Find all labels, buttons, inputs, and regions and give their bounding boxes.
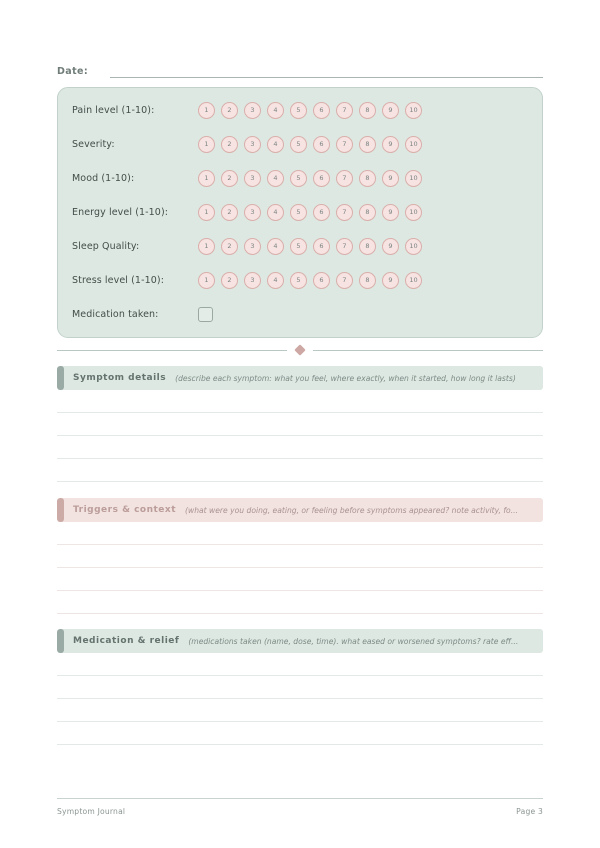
scale-option-8[interactable]: 8 <box>359 272 376 289</box>
scale-option-5[interactable]: 5 <box>290 238 307 255</box>
scale-option-1[interactable]: 1 <box>198 170 215 187</box>
scale-option-1[interactable]: 1 <box>198 238 215 255</box>
writing-section <box>57 498 543 614</box>
rating-label: Mood (1-10): <box>72 172 135 184</box>
writing-line[interactable] <box>57 722 543 745</box>
section-hint: (describe each symptom: what you feel, where exactly, when it started, how long it lasts) <box>175 373 516 383</box>
rating-label: Stress level (1-10): <box>72 274 164 286</box>
section-header <box>57 366 543 390</box>
scale-option-2[interactable]: 2 <box>221 102 238 119</box>
scale-option-1[interactable]: 1 <box>198 102 215 119</box>
writing-line[interactable] <box>57 413 543 436</box>
scale-option-9[interactable]: 9 <box>382 204 399 221</box>
scale-option-9[interactable]: 9 <box>382 272 399 289</box>
diamond-icon <box>294 344 305 355</box>
writing-line[interactable] <box>57 568 543 591</box>
scale-option-4[interactable]: 4 <box>267 102 284 119</box>
scale-option-5[interactable]: 5 <box>290 272 307 289</box>
scale-option-6[interactable]: 6 <box>313 102 330 119</box>
scale-option-3[interactable]: 3 <box>244 238 261 255</box>
scale-option-5[interactable]: 5 <box>290 102 307 119</box>
scale-option-2[interactable]: 2 <box>221 170 238 187</box>
ornamental-divider <box>57 343 543 357</box>
scale-option-7[interactable]: 7 <box>336 204 353 221</box>
writing-line[interactable] <box>57 676 543 699</box>
divider-rule-right <box>313 350 543 351</box>
scale-option-10[interactable]: 10 <box>405 102 422 119</box>
scale-option-7[interactable]: 7 <box>336 136 353 153</box>
section-writing-lines[interactable] <box>57 653 543 745</box>
section-title: Medication & relief <box>73 636 180 646</box>
scale-option-4[interactable]: 4 <box>267 170 284 187</box>
section-title: Symptom details <box>73 373 167 383</box>
date-field-row <box>57 58 543 78</box>
rating-row <box>58 297 542 331</box>
scale-option-1[interactable]: 1 <box>198 204 215 221</box>
scale-option-3[interactable]: 3 <box>244 272 261 289</box>
writing-section <box>57 366 543 482</box>
scale-option-4[interactable]: 4 <box>267 204 284 221</box>
writing-section <box>57 629 543 745</box>
section-accent-bar <box>57 366 64 390</box>
scale-option-2[interactable]: 2 <box>221 272 238 289</box>
rating-scale <box>198 272 422 289</box>
scale-option-4[interactable]: 4 <box>267 272 284 289</box>
ratings-panel <box>57 87 543 338</box>
scale-option-9[interactable]: 9 <box>382 170 399 187</box>
scale-option-3[interactable]: 3 <box>244 170 261 187</box>
footer-document-title: Symptom Journal <box>57 807 126 816</box>
writing-line[interactable] <box>57 522 543 545</box>
writing-line[interactable] <box>57 390 543 413</box>
medication-taken-checkbox[interactable] <box>198 307 213 322</box>
section-accent-bar <box>57 498 64 522</box>
rating-scale <box>198 238 422 255</box>
scale-option-7[interactable]: 7 <box>336 102 353 119</box>
scale-option-6[interactable]: 6 <box>313 136 330 153</box>
rating-row <box>58 93 542 127</box>
writing-line[interactable] <box>57 459 543 482</box>
section-header <box>57 498 543 522</box>
rating-scale <box>198 102 422 119</box>
scale-option-4[interactable]: 4 <box>267 136 284 153</box>
scale-option-10[interactable]: 10 <box>405 238 422 255</box>
section-writing-lines[interactable] <box>57 390 543 482</box>
section-hint: (what were you doing, eating, or feeling before symptoms appeared? note activity, fo... <box>185 505 518 515</box>
scale-option-8[interactable]: 8 <box>359 102 376 119</box>
scale-option-6[interactable]: 6 <box>313 272 330 289</box>
scale-option-10[interactable]: 10 <box>405 170 422 187</box>
rating-scale <box>198 204 422 221</box>
scale-option-8[interactable]: 8 <box>359 238 376 255</box>
writing-line[interactable] <box>57 653 543 676</box>
scale-option-10[interactable]: 10 <box>405 204 422 221</box>
scale-option-1[interactable]: 1 <box>198 136 215 153</box>
scale-option-9[interactable]: 9 <box>382 102 399 119</box>
scale-option-6[interactable]: 6 <box>313 170 330 187</box>
scale-option-2[interactable]: 2 <box>221 136 238 153</box>
scale-option-5[interactable]: 5 <box>290 204 307 221</box>
scale-option-5[interactable]: 5 <box>290 136 307 153</box>
writing-line[interactable] <box>57 545 543 568</box>
rating-label: Medication taken: <box>72 308 159 320</box>
rating-label: Sleep Quality: <box>72 240 140 252</box>
rating-label: Pain level (1-10): <box>72 104 155 116</box>
page-footer <box>57 798 543 816</box>
scale-option-9[interactable]: 9 <box>382 238 399 255</box>
scale-option-7[interactable]: 7 <box>336 238 353 255</box>
section-accent-bar <box>57 629 64 653</box>
scale-option-2[interactable]: 2 <box>221 238 238 255</box>
scale-option-7[interactable]: 7 <box>336 170 353 187</box>
rating-label: Energy level (1-10): <box>72 206 169 218</box>
section-title: Triggers & context <box>73 505 177 515</box>
scale-option-8[interactable]: 8 <box>359 170 376 187</box>
scale-option-3[interactable]: 3 <box>244 204 261 221</box>
scale-option-7[interactable]: 7 <box>336 272 353 289</box>
date-input-line[interactable] <box>110 66 543 78</box>
rating-row <box>58 229 542 263</box>
rating-row <box>58 195 542 229</box>
scale-option-10[interactable]: 10 <box>405 136 422 153</box>
scale-option-3[interactable]: 3 <box>244 102 261 119</box>
writing-line[interactable] <box>57 591 543 614</box>
scale-option-5[interactable]: 5 <box>290 170 307 187</box>
scale-option-8[interactable]: 8 <box>359 204 376 221</box>
writing-line[interactable] <box>57 699 543 722</box>
writing-line[interactable] <box>57 436 543 459</box>
scale-option-4[interactable]: 4 <box>267 238 284 255</box>
scale-option-3[interactable]: 3 <box>244 136 261 153</box>
scale-option-8[interactable]: 8 <box>359 136 376 153</box>
scale-option-6[interactable]: 6 <box>313 238 330 255</box>
divider-rule-left <box>57 350 287 351</box>
date-label: Date: <box>57 66 89 77</box>
section-header <box>57 629 543 653</box>
scale-option-10[interactable]: 10 <box>405 272 422 289</box>
scale-option-1[interactable]: 1 <box>198 272 215 289</box>
rating-row <box>58 127 542 161</box>
section-writing-lines[interactable] <box>57 522 543 614</box>
scale-option-9[interactable]: 9 <box>382 136 399 153</box>
section-hint: (medications taken (name, dose, time). what eased or worsened symptoms? rate eff... <box>188 636 519 646</box>
rating-scale <box>198 170 422 187</box>
rating-row <box>58 161 542 195</box>
footer-page-number: Page 3 <box>516 807 543 816</box>
scale-option-6[interactable]: 6 <box>313 204 330 221</box>
rating-scale <box>198 136 422 153</box>
rating-row <box>58 263 542 297</box>
scale-option-2[interactable]: 2 <box>221 204 238 221</box>
rating-label: Severity: <box>72 138 115 150</box>
